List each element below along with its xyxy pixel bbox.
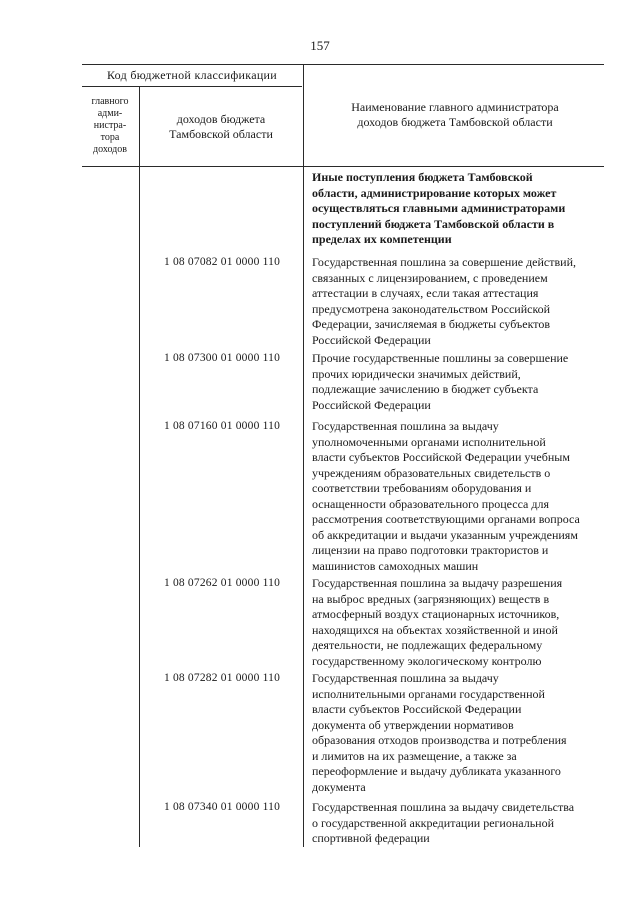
row-code: 1 08 07262 01 0000 110 <box>163 577 281 589</box>
table-top-border <box>82 64 604 65</box>
column-divider-name <box>303 64 304 847</box>
row-code: 1 08 07160 01 0000 110 <box>163 420 281 432</box>
section-heading: Иные поступления бюджета Тамбовской области, администрирование которых может осуществляться главными администраторами поступлений бюджета Тамбовской области в пределах их компетенции <box>312 170 566 246</box>
row-description: Государственная пошлина за выдачу исполнительными органами государственной власти субъектов Российской Федерации документа об утверждении нормативов образования отходов производства и потребления и лимитов на их размещение, а также за переоформление и выдачу дубликата указанного документа <box>312 671 567 794</box>
row-description: Государственная пошлина за выдачу уполномоченными органами исполнительной власти субъектов Российской Федерации учебным учреждениям образовательных свидетельств о соответствии требованиям оборудования и оснащенности образовательного процесса для рассмотрения соответствующими органами вопроса об аккредитации и выдачи указанным учреждениям лицензии на право подготовки трактористов и машинистов самоходных машин <box>312 419 580 573</box>
row-description: Прочие государственные пошлины за совершение прочих юридически значимых действий, подлежащие зачислению в бюджет субъекта Российской Федерации <box>312 351 569 412</box>
row-code: 1 08 07282 01 0000 110 <box>163 672 281 684</box>
row-description: Государственная пошлина за выдачу свидетельства о государственной аккредитации региональной спортивной федерации <box>312 800 575 845</box>
header-income: доходов бюджета Тамбовской области <box>169 112 273 141</box>
kbk-header-divider <box>82 86 302 87</box>
header-admin: главного адми- нистра- тора доходов <box>91 96 129 155</box>
row-code: 1 08 07340 01 0000 110 <box>163 801 281 813</box>
page-number: 157 <box>310 38 330 53</box>
row-description: Государственная пошлина за совершение действий, связанных с лицензированием, с проведением аттестации в случаях, если такая аттестация предусмотрена законодательством Российской Федерации, зачисляемая в бюджеты субъектов Российской Федерации <box>312 255 577 347</box>
row-code: 1 08 07300 01 0000 110 <box>163 352 281 364</box>
header-bottom-border <box>82 166 604 167</box>
budget-classification-table <box>82 64 604 847</box>
row-description: Государственная пошлина за выдачу разрешения на выброс вредных (загрязняющих) веществ в атмосферный воздух стационарных источников, находящихся на объектах хозяйственной и иной деятельности, не подлежащих федеральному государственному экологическому контролю <box>312 576 563 668</box>
column-divider-admin <box>139 86 140 847</box>
header-kbk: Код бюджетной классификации <box>106 68 278 82</box>
header-name: Наименование главного администратора доходов бюджета Тамбовской области <box>351 100 559 129</box>
row-code: 1 08 07082 01 0000 110 <box>163 256 281 268</box>
